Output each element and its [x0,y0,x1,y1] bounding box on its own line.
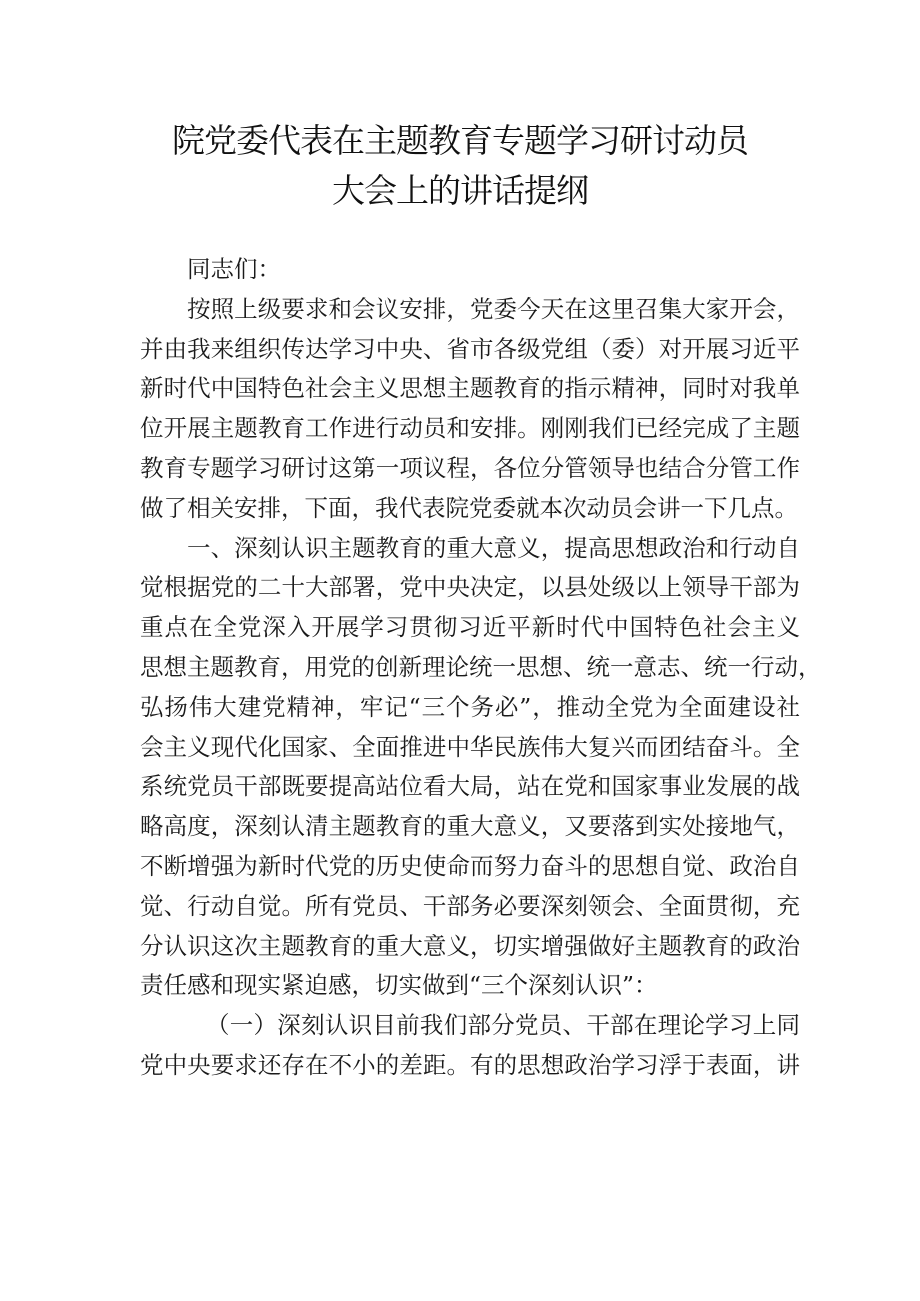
section-heading-line: 一、深刻认识主题教育的重大意义，提高思想政治和行动自 [187,533,800,562]
paragraph-line: 分认识这次主题教育的重大意义，切实增强做好主题教育的政治 [140,931,800,960]
paragraph-line: 思想主题教育，用党的创新理论统一思想、统一意志、统一行动， [140,652,822,681]
paragraph-line: 觉、行动自觉。所有党员、干部务必要深刻领会、全面贯彻，充 [140,891,800,920]
paragraph-line: 做了相关安排，下面，我代表院党委就本次动员会讲一下几点。 [140,493,798,522]
paragraph-line: 觉根据党的二十大部署，党中央决定，以县处级以上领导干部为 [140,573,800,602]
document-title-line-1: 院党委代表在主题教育专题学习研讨动员 [172,121,748,160]
salutation: 同志们： [187,255,281,283]
paragraph-line: 教育专题学习研讨这第一项议程，各位分管领导也结合分管工作 [140,453,800,482]
paragraph-line: 按照上级要求和会议安排，党委今天在这里召集大家开会， [187,294,800,323]
document-body [140,250,822,1086]
paragraph-line: 并由我来组织传达学习中央、省市各级党组（委）对开展习近平 [140,334,800,363]
paragraph-line: 位开展主题教育工作进行动员和安排。刚刚我们已经完成了主题 [140,414,800,443]
paragraph-line: 新时代中国特色社会主义思想主题教育的指示精神，同时对我单 [140,374,800,403]
paragraph-line: 党中央要求还存在不小的差距。有的思想政治学习浮于表面，讲 [140,1050,800,1079]
paragraph-line: 重点在全党深入开展学习贯彻习近平新时代中国特色社会主义 [140,613,800,642]
paragraph-line: 不断增强为新时代党的历史使命而努力奋斗的思想自觉、政治自 [140,851,800,880]
paragraph-line: 弘扬伟大建党精神，牢记“三个务必”，推动全党为全面建设社 [140,692,800,721]
document-title-line-2: 大会上的讲话提纲 [332,171,588,210]
paragraph-line: 责任感和现实紧迫感，切实做到“三个深刻认识”： [140,971,658,1000]
paragraph-line: 系统党员干部既要提高站位看大局，站在党和国家事业发展的战 [140,772,800,801]
paragraph-line: 会主义现代化国家、全面推进中华民族伟大复兴而团结奋斗。全 [140,732,800,761]
subsection-heading-line: （一）深刻认识目前我们部分党员、干部在理论学习上同 [206,1011,800,1040]
paragraph-line: 略高度，深刻认清主题教育的重大意义，又要落到实处接地气， [140,812,800,841]
